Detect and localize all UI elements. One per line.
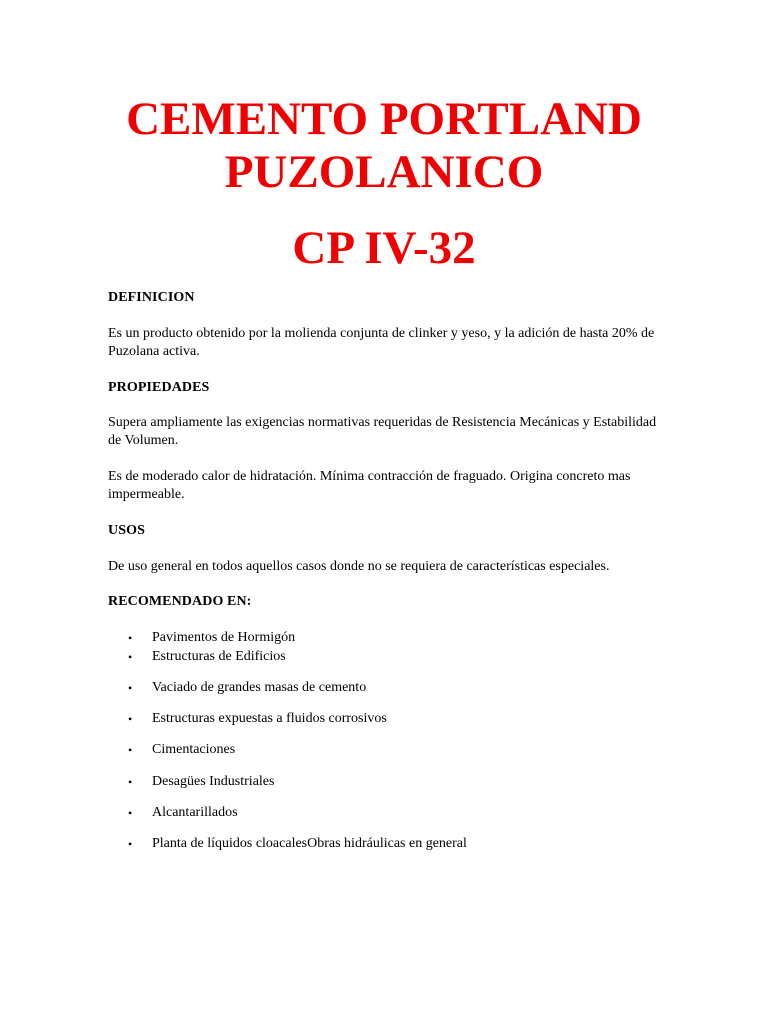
title-line-1: CEMENTO PORTLAND bbox=[126, 93, 642, 145]
propiedades-paragraph-2: Es de moderado calor de hidratación. Mínima contracción de fraguado. Origina concreto mas impermeable. bbox=[108, 469, 631, 502]
propiedades-paragraph-1: Supera ampliamente las exigencias normativas requeridas de Resistencia Mecánicas y Estabilidad de Volumen. bbox=[108, 415, 657, 448]
heading-usos: USOS bbox=[108, 523, 145, 538]
bullet-icon: • bbox=[128, 806, 133, 820]
list-item-text: Cimentaciones bbox=[152, 742, 236, 757]
bullet-icon: • bbox=[128, 743, 133, 757]
bullet-icon: • bbox=[128, 681, 133, 695]
list-item-text: Alcantarillados bbox=[152, 805, 238, 820]
list-item-text: Pavimentos de Hormigón bbox=[152, 630, 296, 645]
list-item-text: Vaciado de grandes masas de cemento bbox=[152, 680, 367, 695]
bullet-icon: • bbox=[128, 837, 133, 851]
bullet-icon: • bbox=[128, 775, 133, 789]
usos-text: De uso general en todos aquellos casos donde no se requiera de características especiales. bbox=[108, 559, 610, 574]
bullet-icon: • bbox=[128, 650, 133, 664]
bullet-icon: • bbox=[128, 712, 133, 726]
heading-propiedades: PROPIEDADES bbox=[108, 380, 210, 395]
list-item-text: Desagües Industriales bbox=[152, 774, 275, 789]
title-line-2: PUZOLANICO bbox=[224, 146, 544, 198]
bullet-icon: • bbox=[128, 631, 133, 645]
list-item-text: Estructuras de Edificios bbox=[152, 649, 286, 664]
list-item-text: Estructuras expuestas a fluidos corrosivos bbox=[152, 711, 387, 726]
heading-definicion: DEFINICION bbox=[108, 290, 195, 305]
heading-recomendado: RECOMENDADO EN: bbox=[108, 594, 252, 609]
list-item-text: Planta de líquidos cloacalesObras hidráulicas en general bbox=[152, 836, 467, 851]
title-code: CP IV-32 bbox=[292, 222, 476, 274]
definicion-text: Es un producto obtenido por la molienda conjunta de clinker y yeso, y la adición de hasta 20% de Puzolana activa. bbox=[108, 326, 655, 359]
